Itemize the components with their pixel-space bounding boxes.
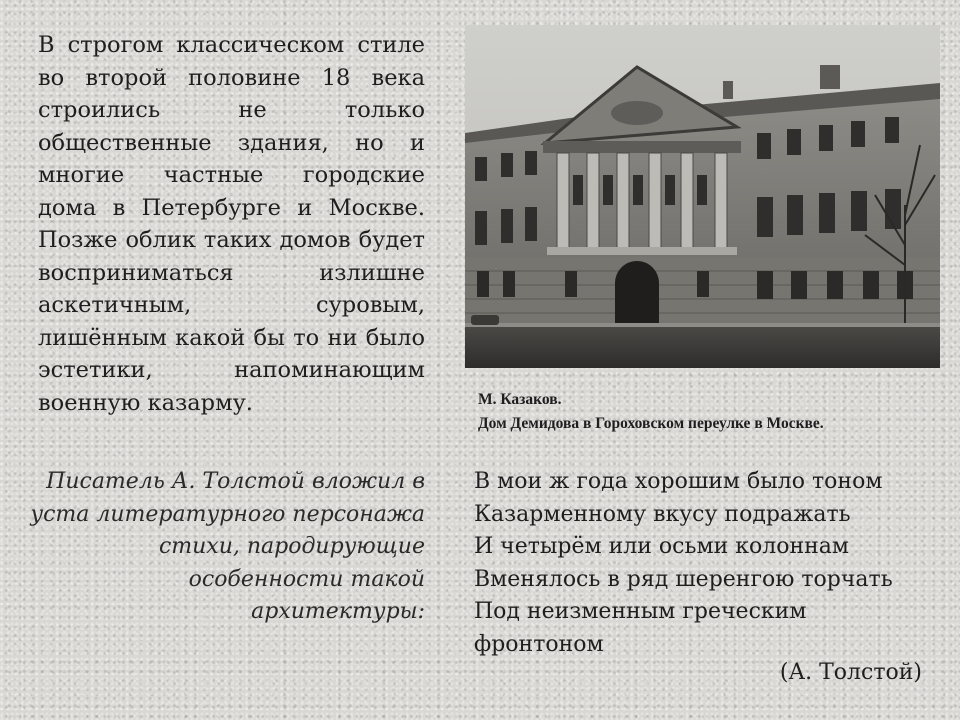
poem-line: В мои ж года хорошим было тоном (474, 469, 883, 494)
caption-author: М. Казаков. (478, 391, 562, 408)
poem-line: Вменялось в ряд шеренгою торчать (474, 566, 893, 592)
poem-line: Под неизменным греческим (474, 599, 807, 624)
caption-title: Дом Демидова в Гороховском переулке в Москве. (478, 415, 824, 432)
poem-line: Казарменному вкусу подражать (474, 501, 851, 527)
main-paragraph: В строгом классическом стиле во второй половине 18 века строились не только общественные здания, но и многие частные городские дома в Петербурге и Москве. Позже облик таких домов будет восприниматься излишне аскетичным, суровым, лишённым какой бы то ни было эстетики, напоминающим военную казарму. (38, 32, 425, 416)
building-photo (465, 25, 940, 368)
poem (474, 466, 934, 661)
poem-line: фронтоном (474, 631, 604, 657)
poem-line: И четырём или осьми колоннам (474, 534, 850, 559)
photo-caption (478, 388, 948, 436)
poem-author: (А. Толстой) (779, 660, 922, 685)
quote-intro: Писатель А. Толстой вложил в уста литературного персонажа стихи, пародирующие особенности такой архитектуры: (30, 469, 425, 624)
